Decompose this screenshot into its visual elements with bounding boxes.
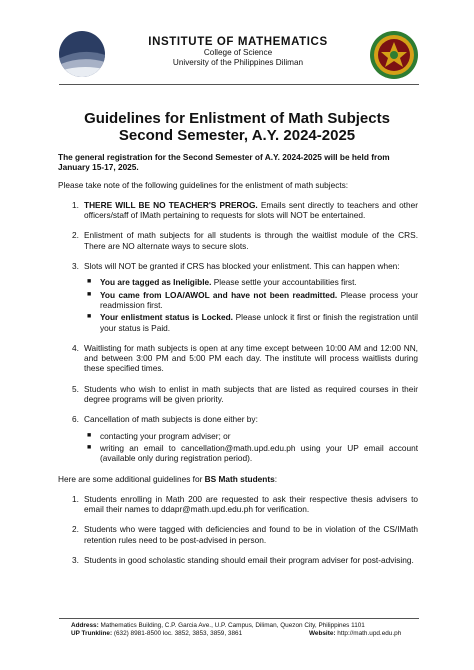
bullet-icon: ■ — [87, 313, 92, 321]
guideline-item: 6. Cancellation of math subjects is done either by: — [72, 414, 258, 425]
blocked-reasons-list — [58, 277, 418, 332]
document-body — [58, 152, 418, 565]
guideline-item: 3. Slots will NOT be granted if CRS has blocked your enlistment. This can happen when: — [72, 261, 400, 272]
bullet-icon: ■ — [87, 443, 92, 451]
bs-math-intro: Here are some additional guidelines for BS Math students: — [58, 473, 278, 484]
document-subtitle: Second Semester, A.Y. 2024-2025 — [118, 127, 356, 144]
list-item: ■ You are tagged as Ineligible. Please settle your accountabilities first. — [87, 277, 357, 288]
up-seal-icon — [369, 30, 419, 80]
bullet-icon: ■ — [87, 278, 92, 286]
guideline-item: 2. Enlistment of math subjects for all students is through the waitlist module of the CRS. There are NO alternate ways to secure slots. — [72, 230, 418, 251]
letterhead — [0, 22, 474, 82]
cancellation-methods-list — [58, 431, 418, 464]
document-title: Guidelines for Enlistment of Math Subjects — [84, 110, 390, 127]
university-name: University of the Philippines Diliman — [172, 58, 304, 67]
footer-address: Address: Mathematics Building, C.P. Garcia Ave., U.P. Campus, Diliman, Quezon City, Philippines 1101 — [71, 622, 365, 629]
list-item: ■ Your enlistment status is Locked. Please unlock it first or finish the registration until your status is Paid. — [87, 312, 418, 333]
college-name: College of Science — [203, 48, 273, 57]
list-item: ■ contacting your program adviser; or — [87, 430, 231, 441]
list-item: ■ writing an email to cancellation@math.upd.edu.ph using your UP email account (available only during registration period). — [87, 442, 418, 464]
bs-math-item: 3. Students in good scholastic standing should email their program adviser for post-advising. — [72, 555, 414, 566]
header-divider — [59, 84, 419, 85]
guideline-item: 1. THERE WILL BE NO TEACHER'S PREROG. Emails sent directly to teachers and other officers/staff of IMath pertaining to requests for slots will NOT be entertained. — [72, 199, 418, 221]
guideline-item: 4. Waitlisting for math subjects is open at any time except between 10:00 AM and 12:00 NN, and between 3:00 PM and 5:00 PM each day. The institute will process waitlists during these specified times. — [72, 342, 418, 374]
guideline-item: 5. Students who wish to enlist in math subjects that are listed as required courses in their degree programs will be given priority. — [72, 383, 418, 405]
institute-name: INSTITUTE OF MATHEMATICS — [148, 36, 328, 48]
bs-math-item: 1. Students enrolling in Math 200 are requested to ask their respective thesis advisers to email their names to ddapr@math.upd.edu.ph for verification. — [72, 493, 418, 515]
letterhead-text — [120, 36, 356, 68]
bs-math-item: 2. Students who were tagged with deficiencies and found to be in violation of the CS/IMath retention rules need to be post-advised in person. — [72, 524, 418, 545]
guidelines-intro: Please take note of the following guidelines for the enlistment of math subjects: — [58, 179, 349, 190]
registration-notice: The general registration for the Second Semester of A.Y. 2024-2025 will be held from January 15-17, 2025. — [58, 152, 390, 173]
list-item: ■ You came from LOA/AWOL and have not been readmitted. Please process your readmission first. — [87, 289, 418, 310]
footer-contact: UP Trunkline: (632) 8981-8500 loc. 3852, 3853, 3859, 3861 Website: http://math.upd.edu.ph — [71, 630, 402, 637]
footer-website: Website: http://math.upd.edu.ph — [309, 630, 402, 637]
guideline-emphasis: THERE WILL BE NO TEACHER'S PREROG. — [84, 199, 258, 210]
bullet-icon: ■ — [87, 431, 92, 439]
bullet-icon: ■ — [87, 290, 92, 298]
footer-divider — [59, 618, 419, 619]
imath-logo-icon — [58, 30, 106, 78]
